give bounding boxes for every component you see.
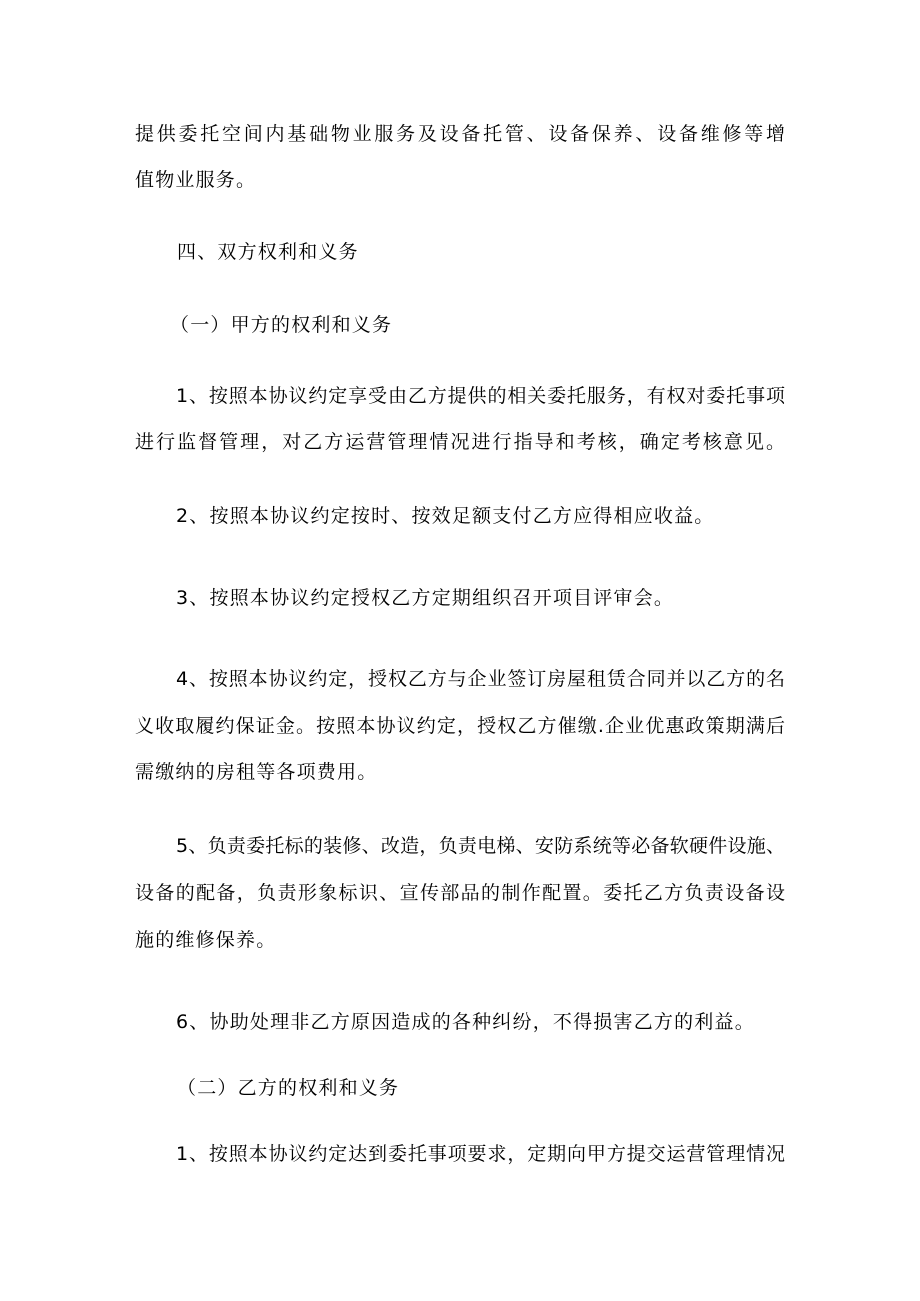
paragraph-line: 1、按照本协议约定达到委托事项要求，定期向甲方提交运营管理情况 (176, 1143, 785, 1165)
paragraph-line: 提供委托空间内基础物业服务及设备托管、设备保养、设备维修等增 (135, 123, 785, 145)
subsection-heading: （一）甲方的权利和义务 (170, 314, 393, 336)
subsection-heading: （二）乙方的权利和义务 (177, 1077, 400, 1099)
paragraph-line: 义收取履约保证金。按照本协议约定，授权乙方催缴.企业优惠政策期满后 (135, 715, 785, 737)
paragraph-line: 设备的配备，负责形象标识、宣传部品的制作配置。委托乙方负责设备设 (135, 882, 785, 904)
paragraph-line: 进行监督管理，对乙方运营管理情况进行指导和考核，确定考核意见。 (135, 431, 785, 453)
paragraph-line: 4、按照本协议约定，授权乙方与企业签订房屋租赁合同并以乙方的名 (176, 668, 785, 690)
paragraph-line: 1、按照本协议约定享受由乙方提供的相关委托服务，有权对委托事项 (176, 385, 785, 407)
paragraph-line: 5、负责委托标的装修、改造，负责电梯、安防系统等必备软硬件设施、 (176, 835, 785, 857)
paragraph-line: 值物业服务。 (135, 169, 257, 191)
paragraph-line: 2、按照本协议约定按时、按效足额支付乙方应得相应收益。 (176, 505, 715, 527)
paragraph-line: 需缴纳的房租等各项费用。 (135, 761, 378, 783)
paragraph-line: 施的维修保养。 (135, 929, 277, 951)
paragraph-line: 3、按照本协议约定授权乙方定期组织召开项目评审会。 (176, 587, 675, 609)
section-heading: 四、双方权利和义务 (177, 241, 359, 263)
paragraph-line: 6、协助处理非乙方原因造成的各种纠纷，不得损害乙方的利益。 (176, 1011, 755, 1033)
